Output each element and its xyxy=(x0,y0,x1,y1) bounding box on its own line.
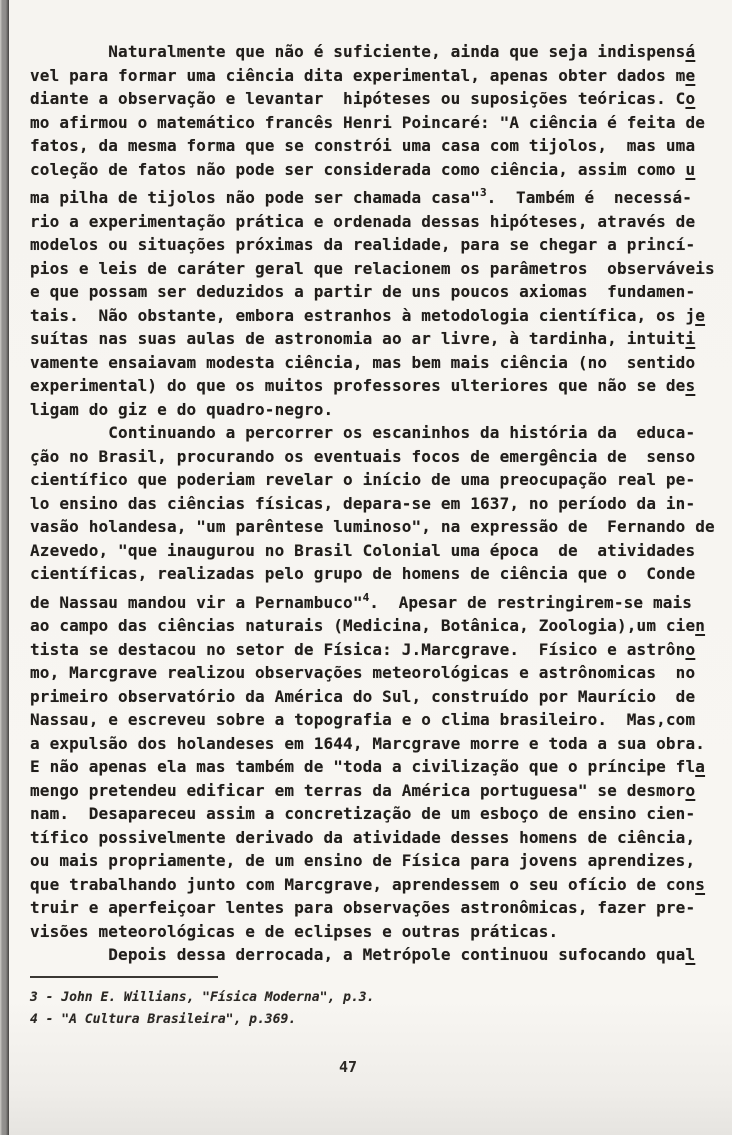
text-line: fatos, da mesma forma que se constrói uma casa com tijolos, mas uma xyxy=(30,136,696,155)
hyphenation-underline: e xyxy=(695,305,706,325)
text-line: e que possam ser deduzidos a partir de uns poucos axiomas fundamen- xyxy=(30,282,696,301)
text-line: mo afirmou o matemático francês Henri Poincaré: "A ciência é feita de xyxy=(30,112,706,132)
text-line: tais. Não obstante, embora estranhos à metodologia científica, os je xyxy=(30,305,706,325)
text-line: científicas, realizadas pelo grupo de homens de ciência que o Conde xyxy=(30,564,696,583)
text-line: ao campo das ciências naturais (Medicina, Botânica, Zoologia),um cien xyxy=(30,616,706,635)
scan-edge-left xyxy=(0,0,9,1135)
hyphenation-underline: u xyxy=(685,159,696,179)
text-line: mengo pretendeu edificar em terras da América portuguesa" se desmoro xyxy=(30,780,696,800)
text-line: Naturalmente que não é suficiente, ainda que seja indispensá xyxy=(30,42,696,61)
text-line: ou mais propriamente, de um ensino de Física para jovens aprendizes, xyxy=(30,851,696,870)
hyphenation-underline: n xyxy=(695,616,706,635)
hyphenation-underline: s xyxy=(685,376,696,395)
text-line: tista se destacou no setor de Física: J.Marcgrave. Físico e astrôno xyxy=(30,639,696,659)
text-line: Depois dessa derrocada, a Metrópole continuou sufocando qual xyxy=(30,945,696,964)
text-line: nam. Desapareceu assim a concretização de um esboço de ensino cien- xyxy=(30,804,696,823)
text-line: científico que poderiam revelar o início de uma preocupação real pe- xyxy=(30,470,696,489)
text-line: mo, Marcgrave realizou observações meteorológicas e astrônomicas no xyxy=(30,663,696,682)
text-line: que trabalhando junto com Marcgrave, aprendessem o seu ofício de cons xyxy=(30,874,706,894)
text-line: suítas nas suas aulas de astronomia ao ar livre, à tardinha, intuiti xyxy=(30,329,696,348)
text-line: vel para formar uma ciência dita experimental, apenas obter dados me xyxy=(30,65,696,85)
text-line: truir e aperfeiçoar lentes para observações astronômicas, fazer pre- xyxy=(30,898,696,917)
document-body xyxy=(30,40,730,967)
text-line: ma pilha de tijolos não pode ser chamada casa"$^3$. Também é necessá- xyxy=(30,186,693,207)
text-line: Azevedo, "que inaugurou no Brasil Colonial uma época de atividades xyxy=(30,540,696,560)
hyphenation-underline: l xyxy=(685,945,696,964)
text-line: a expulsão dos holandeses em 1644, Marcgrave morre e toda a sua obra. xyxy=(30,733,706,753)
text-line: diante a observação e levantar hipóteses ou suposições teóricas. Co xyxy=(30,89,696,108)
footnote-rule xyxy=(30,976,218,978)
hyphenation-underline: e xyxy=(685,65,696,85)
page-number: 47 xyxy=(338,1058,358,1076)
footnote-ref: 3 xyxy=(480,186,487,199)
hyphenation-underline: a xyxy=(695,757,706,776)
text-line: visões meteorológicas e de eclipses e outras práticas. xyxy=(30,921,559,941)
text-line: pios e leis de caráter geral que relacionem os parâmetros observáveis xyxy=(30,258,715,278)
text-line: experimental) do que os muitos professores ulteriores que não se des xyxy=(30,376,696,395)
text-line: Continuando a percorrer os escaninhos da história da educa- xyxy=(30,423,696,442)
footnote: 3 - John E. Willians, "Física Moderna", p.3. xyxy=(30,990,375,1005)
footnote-list xyxy=(30,987,374,1031)
footnote: 4 - "A Cultura Brasileira", p.369. xyxy=(30,1012,297,1027)
text-line: ção no Brasil, procurando os eventuais focos de emergência de senso xyxy=(30,446,696,466)
text-line: ligam do giz e do quadro-negro. xyxy=(30,399,334,419)
hyphenation-underline: o xyxy=(685,89,696,108)
text-line: vasão holandesa, "um parêntese luminoso", na expressão de Fernando de xyxy=(30,517,715,536)
text-line: modelos ou situações próximas da realidade, para se chegar a princí- xyxy=(30,235,696,254)
hyphenation-underline: o xyxy=(685,639,696,659)
text-line: primeiro observatório da América do Sul, construído por Maurício de xyxy=(30,686,696,706)
hyphenation-underline: o xyxy=(685,780,696,800)
hyphenation-underline: s xyxy=(695,874,706,894)
footnote-section xyxy=(30,976,374,1031)
text-line: coleção de fatos não pode ser considerada como ciência, assim como u xyxy=(30,159,696,179)
text-line: tífico possivelmente derivado da atividade desses homens de ciência, xyxy=(30,827,696,847)
text-line: E não apenas ela mas também de "toda a civilização que o príncipe fla xyxy=(30,757,706,776)
text-line: vamente ensaiavam modesta ciência, mas bem mais ciência (no sentido xyxy=(30,352,696,372)
text-line: de Nassau mandou vir a Pernambuco"$^4$. Apesar de restringirem-se mais xyxy=(30,590,693,612)
hyphenation-underline: i xyxy=(685,329,696,348)
text-line: lo ensino das ciências físicas, depara-se em 1637, no período da in- xyxy=(30,493,696,513)
footnote-ref: 4 xyxy=(362,590,370,604)
text-line: rio a experimentação prática e ordenada dessas hipóteses, através de xyxy=(30,211,696,231)
hyphenation-underline: á xyxy=(685,42,696,61)
text-line: Nassau, e escreveu sobre a topografia e o clima brasileiro. Mas,com xyxy=(30,710,696,729)
